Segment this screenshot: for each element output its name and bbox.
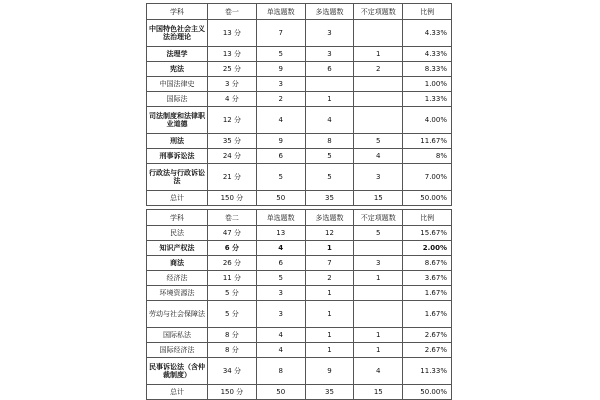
cell-subject: 国际法	[147, 92, 208, 107]
header-multiple-choice: 多选题数	[305, 210, 354, 226]
header-ratio: 比例	[403, 210, 452, 226]
cell-multiple-choice	[305, 77, 354, 92]
cell-multiple-choice: 1	[305, 92, 354, 107]
cell-indefinite-choice	[354, 301, 403, 328]
table-row	[147, 191, 452, 206]
cell-single-choice: 9	[256, 62, 305, 77]
cell-score: 13 分	[208, 47, 257, 62]
cell-subject: 法理学	[147, 47, 208, 62]
cell-ratio: 3.67%	[403, 271, 452, 286]
header-ratio: 比例	[403, 4, 452, 20]
cell-multiple-choice: 9	[305, 358, 354, 385]
cell-ratio: 1.67%	[403, 286, 452, 301]
cell-indefinite-choice: 1	[354, 47, 403, 62]
table-row	[147, 241, 452, 256]
cell-subject: 刑事诉讼法	[147, 149, 208, 164]
cell-score: 34 分	[208, 358, 257, 385]
cell-indefinite-choice: 1	[354, 328, 403, 343]
table-row	[147, 226, 452, 241]
cell-indefinite-choice: 15	[354, 385, 403, 400]
cell-single-choice: 3	[256, 286, 305, 301]
header-subject: 学科	[147, 210, 208, 226]
cell-score: 3 分	[208, 77, 257, 92]
cell-multiple-choice: 1	[305, 241, 354, 256]
cell-score: 35 分	[208, 134, 257, 149]
cell-subject: 国际私法	[147, 328, 208, 343]
table-row	[147, 107, 452, 134]
header-paper: 卷一	[208, 4, 257, 20]
cell-indefinite-choice: 5	[354, 134, 403, 149]
table-header-row	[147, 210, 452, 226]
cell-multiple-choice: 7	[305, 256, 354, 271]
cell-score: 5 分	[208, 286, 257, 301]
cell-multiple-choice: 35	[305, 385, 354, 400]
cell-single-choice: 4	[256, 241, 305, 256]
cell-multiple-choice: 1	[305, 301, 354, 328]
cell-single-choice: 4	[256, 328, 305, 343]
cell-score: 8 分	[208, 343, 257, 358]
cell-ratio: 11.67%	[403, 134, 452, 149]
table-header-row	[147, 4, 452, 20]
cell-indefinite-choice: 1	[354, 343, 403, 358]
cell-ratio: 2.00%	[403, 241, 452, 256]
table-row	[147, 149, 452, 164]
cell-subject: 国际经济法	[147, 343, 208, 358]
cell-subject: 经济法	[147, 271, 208, 286]
table-row	[147, 134, 452, 149]
cell-subject: 行政法与行政诉讼法	[147, 164, 208, 191]
cell-multiple-choice: 3	[305, 20, 354, 47]
cell-single-choice: 6	[256, 256, 305, 271]
cell-subject: 环境资源法	[147, 286, 208, 301]
paper-one-rows	[147, 20, 452, 206]
cell-score: 12 分	[208, 107, 257, 134]
table-row	[147, 286, 452, 301]
cell-single-choice: 9	[256, 134, 305, 149]
cell-multiple-choice: 1	[305, 343, 354, 358]
cell-single-choice: 6	[256, 149, 305, 164]
cell-single-choice: 50	[256, 191, 305, 206]
cell-multiple-choice: 3	[305, 47, 354, 62]
cell-subject: 民事诉讼法（含仲裁制度）	[147, 358, 208, 385]
cell-score: 13 分	[208, 20, 257, 47]
cell-subject: 司法制度和法律职业道德	[147, 107, 208, 134]
cell-subject: 劳动与社会保障法	[147, 301, 208, 328]
header-indefinite-choice: 不定项题数	[354, 210, 403, 226]
cell-score: 150 分	[208, 385, 257, 400]
cell-multiple-choice: 35	[305, 191, 354, 206]
cell-indefinite-choice	[354, 107, 403, 134]
cell-multiple-choice: 4	[305, 107, 354, 134]
cell-single-choice: 3	[256, 301, 305, 328]
header-single-choice: 单选题数	[256, 210, 305, 226]
cell-score: 6 分	[208, 241, 257, 256]
cell-subject: 中国特色社会主义法治理论	[147, 20, 208, 47]
paper-one-table	[146, 3, 452, 206]
table-row	[147, 62, 452, 77]
cell-ratio: 1.00%	[403, 77, 452, 92]
cell-score: 150 分	[208, 191, 257, 206]
cell-score: 4 分	[208, 92, 257, 107]
table-row	[147, 358, 452, 385]
cell-multiple-choice: 5	[305, 149, 354, 164]
cell-subject: 知识产权法	[147, 241, 208, 256]
cell-multiple-choice: 5	[305, 164, 354, 191]
cell-indefinite-choice: 5	[354, 226, 403, 241]
header-paper: 卷二	[208, 210, 257, 226]
table-row	[147, 77, 452, 92]
cell-ratio: 4.33%	[403, 20, 452, 47]
cell-indefinite-choice	[354, 20, 403, 47]
cell-indefinite-choice: 2	[354, 62, 403, 77]
cell-subject: 总计	[147, 191, 208, 206]
cell-score: 24 分	[208, 149, 257, 164]
cell-indefinite-choice: 4	[354, 358, 403, 385]
cell-multiple-choice: 1	[305, 286, 354, 301]
cell-score: 25 分	[208, 62, 257, 77]
table-row	[147, 164, 452, 191]
cell-indefinite-choice: 3	[354, 256, 403, 271]
table-row	[147, 301, 452, 328]
cell-multiple-choice: 2	[305, 271, 354, 286]
cell-single-choice: 13	[256, 226, 305, 241]
cell-indefinite-choice: 1	[354, 271, 403, 286]
cell-ratio: 1.67%	[403, 301, 452, 328]
cell-subject: 总计	[147, 385, 208, 400]
cell-ratio: 4.33%	[403, 47, 452, 62]
cell-indefinite-choice: 3	[354, 164, 403, 191]
cell-indefinite-choice: 15	[354, 191, 403, 206]
cell-indefinite-choice	[354, 77, 403, 92]
cell-ratio: 8.33%	[403, 62, 452, 77]
cell-ratio: 8.67%	[403, 256, 452, 271]
table-row	[147, 271, 452, 286]
cell-indefinite-choice: 4	[354, 149, 403, 164]
cell-ratio: 50.00%	[403, 385, 452, 400]
cell-score: 21 分	[208, 164, 257, 191]
cell-ratio: 2.67%	[403, 328, 452, 343]
cell-score: 8 分	[208, 328, 257, 343]
cell-ratio: 4.00%	[403, 107, 452, 134]
cell-ratio: 8%	[403, 149, 452, 164]
cell-single-choice: 5	[256, 47, 305, 62]
cell-subject: 中国法律史	[147, 77, 208, 92]
paper-two-rows	[147, 226, 452, 400]
cell-ratio: 15.67%	[403, 226, 452, 241]
cell-indefinite-choice	[354, 286, 403, 301]
exam-score-table	[146, 3, 452, 400]
cell-multiple-choice: 8	[305, 134, 354, 149]
cell-ratio: 2.67%	[403, 343, 452, 358]
cell-single-choice: 2	[256, 92, 305, 107]
header-multiple-choice: 多选题数	[305, 4, 354, 20]
cell-score: 47 分	[208, 226, 257, 241]
paper-two-table	[146, 209, 452, 400]
table-row	[147, 256, 452, 271]
cell-ratio: 11.33%	[403, 358, 452, 385]
table-row	[147, 92, 452, 107]
cell-single-choice: 4	[256, 107, 305, 134]
cell-subject: 民法	[147, 226, 208, 241]
cell-single-choice: 4	[256, 343, 305, 358]
cell-single-choice: 3	[256, 77, 305, 92]
cell-indefinite-choice	[354, 241, 403, 256]
cell-multiple-choice: 12	[305, 226, 354, 241]
cell-single-choice: 7	[256, 20, 305, 47]
table-row	[147, 343, 452, 358]
cell-score: 5 分	[208, 301, 257, 328]
header-subject: 学科	[147, 4, 208, 20]
cell-single-choice: 5	[256, 164, 305, 191]
cell-multiple-choice: 1	[305, 328, 354, 343]
cell-score: 11 分	[208, 271, 257, 286]
cell-single-choice: 5	[256, 271, 305, 286]
cell-single-choice: 8	[256, 358, 305, 385]
header-indefinite-choice: 不定项题数	[354, 4, 403, 20]
cell-indefinite-choice	[354, 92, 403, 107]
cell-ratio: 50.00%	[403, 191, 452, 206]
cell-ratio: 1.33%	[403, 92, 452, 107]
cell-ratio: 7.00%	[403, 164, 452, 191]
cell-single-choice: 50	[256, 385, 305, 400]
cell-multiple-choice: 6	[305, 62, 354, 77]
cell-subject: 刑法	[147, 134, 208, 149]
cell-subject: 商法	[147, 256, 208, 271]
cell-subject: 宪法	[147, 62, 208, 77]
table-row	[147, 47, 452, 62]
table-row	[147, 328, 452, 343]
table-row	[147, 20, 452, 47]
header-single-choice: 单选题数	[256, 4, 305, 20]
cell-score: 26 分	[208, 256, 257, 271]
table-row	[147, 385, 452, 400]
